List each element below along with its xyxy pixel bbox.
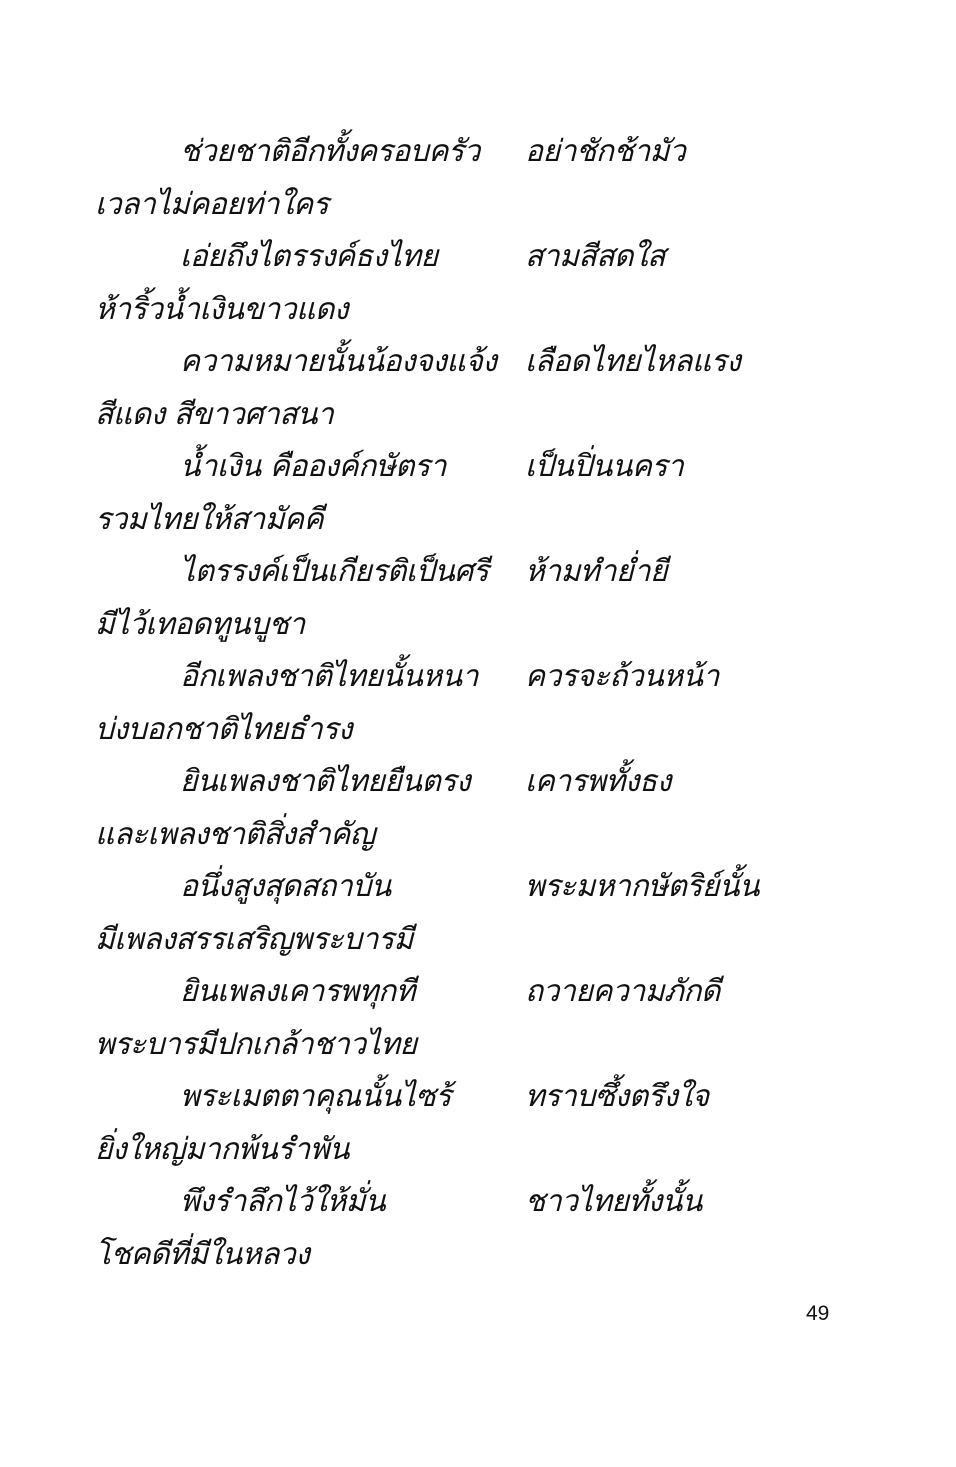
verse-first-half: ช่วยชาติอีกทั้งครอบครัว [180, 134, 480, 169]
verse-second-half: ห้ามทำย่ำยี [525, 554, 668, 589]
verse-first-half: น้ำเงิน คือองค์กษัตรา [180, 449, 447, 484]
verse-line [95, 231, 875, 284]
verse-first-half: ความหมายนั้นน้องจงแจ้ง [180, 344, 497, 379]
verse-line [95, 441, 875, 494]
verse-line [95, 861, 875, 914]
verse-line [95, 651, 875, 704]
verse-line [95, 966, 875, 1019]
verse-line [95, 546, 875, 599]
verse-second-half: ชาวไทยทั้งนั้น [525, 1184, 702, 1219]
verse-first-half: ยินเพลงเคารพทุกที [180, 974, 415, 1009]
verse-second-half: ควรจะถ้วนหน้า [525, 659, 719, 694]
verse-first-half: เอ่ยถึงไตรรงค์ธงไทย [180, 239, 438, 274]
verse-continuation: ยิ่งใหญ่มากพ้นรำพัน [95, 1131, 350, 1167]
verse-continuation: มีไว้เทอดทูนบูชา [95, 606, 305, 642]
verse-first-half: พึงรำลึกไว้ให้มั่น [180, 1184, 386, 1219]
verse-continuation: มีเพลงสรรเสริญพระบารมี [95, 921, 413, 957]
verse-second-half: พระมหากษัตริย์นั้น [525, 869, 760, 904]
verse-line [95, 1176, 875, 1229]
verse-continuation: บ่งบอกชาติไทยธำรง [95, 711, 352, 747]
verse-first-half: พระเมตตาคุณนั้นไซร้ [180, 1079, 451, 1114]
verse-continuation: รวมไทยให้สามัคคี [95, 501, 324, 537]
verse-continuation: ห้าริ้วน้ำเงินขาวแดง [95, 291, 349, 327]
verse-continuation: พระบารมีปกเกล้าชาวไทย [95, 1026, 417, 1062]
verse-line [95, 756, 875, 809]
verse-line [95, 1071, 875, 1124]
verse-second-half: สามสีสดใส [525, 239, 665, 274]
verse-second-half: ถวายความภักดี [525, 974, 720, 1009]
page-number: 49 [806, 1302, 830, 1325]
verse-second-half: อย่าชักช้ามัว [525, 134, 686, 169]
verse-line [95, 126, 875, 179]
verse-first-half: ยินเพลงชาติไทยยืนตรง [180, 764, 471, 799]
verse-continuation: และเพลงชาติสิ่งสำคัญ [95, 816, 375, 852]
verse-second-half: เป็นปิ่นนครา [525, 449, 684, 484]
verse-first-half: ไตรรงค์เป็นเกียรติเป็นศรี [180, 554, 489, 589]
verse-continuation: เวลาไม่คอยท่าใคร [95, 186, 329, 222]
verse-second-half: เลือดไทยไหลแรง [525, 344, 741, 379]
verse-continuation: สีแดง สีขาวศาสนา [95, 396, 334, 432]
verse-line [95, 336, 875, 389]
verse-first-half: อีกเพลงชาติไทยนั้นหนา [180, 659, 479, 694]
verse-first-half: อนึ่งสูงสุดสถาบัน [180, 869, 391, 904]
verse-second-half: ทราบซึ้งตรึงใจ [525, 1079, 709, 1114]
verse-second-half: เคารพทั้งธง [525, 764, 671, 799]
poem-body [95, 126, 875, 1281]
verse-continuation: โชคดีที่มีในหลวง [95, 1236, 310, 1272]
